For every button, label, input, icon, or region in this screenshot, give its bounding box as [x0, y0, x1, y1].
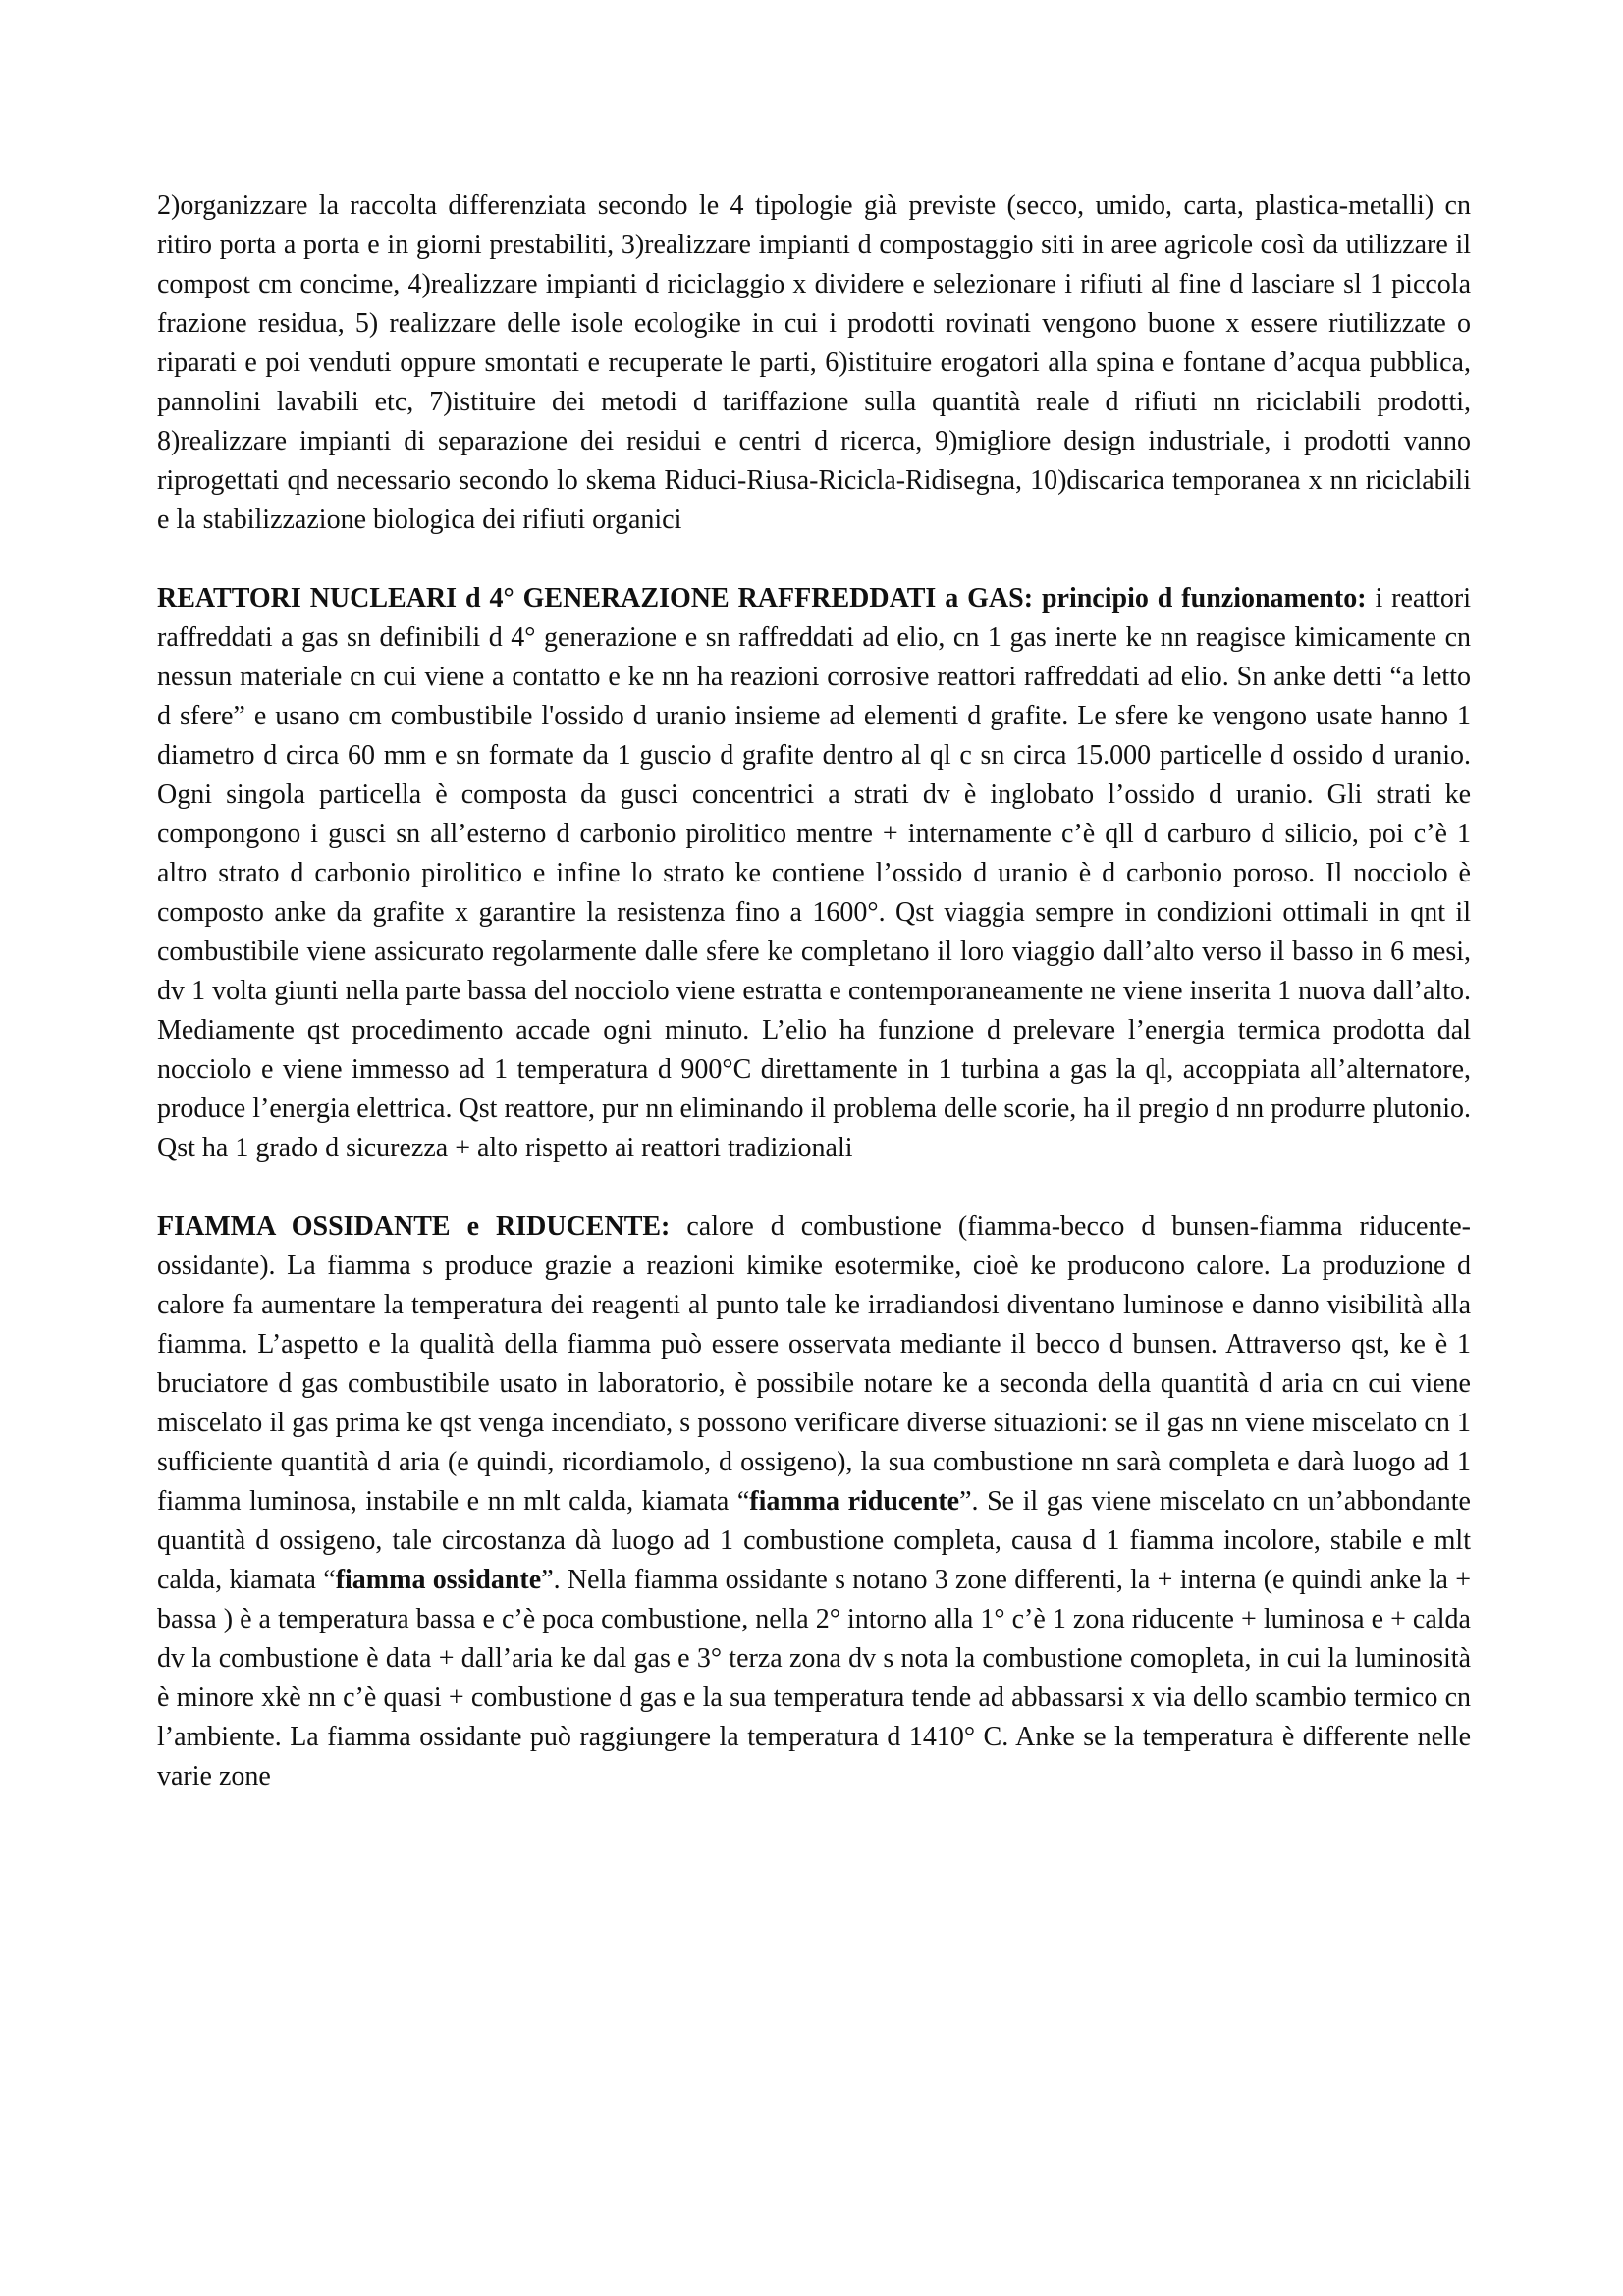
section-heading-reactors: REATTORI NUCLEARI d 4° GENERAZIONE RAFFREDDATI a GAS: principio d funzionamento: — [157, 583, 1367, 614]
section-heading-flame: FIAMMA OSSIDANTE e RIDUCENTE: — [157, 1211, 671, 1242]
paragraph-waste-management — [157, 187, 1471, 540]
paragraph-flame — [157, 1207, 1471, 1796]
paragraph-nuclear-reactors — [157, 579, 1471, 1168]
paragraph-spacer — [157, 540, 1471, 579]
document-page — [157, 187, 1471, 1796]
term-oxidizing-flame: fiamma ossidante — [335, 1565, 542, 1595]
paragraph-text: ”. Se il gas viene miscelato cn un’abbondante quantità d ossigeno, tale circostanza dà luogo ad 1 combustione completa, causa d 1 fiamma incolore, stabile e mlt calda, kiamata “ — [157, 1486, 1471, 1595]
paragraph-text: 2)organizzare la raccolta differenziata secondo le 4 tipologie già previste (secco, umido, carta, plastica-metalli) cn ritiro porta a porta e in giorni prestabiliti, 3)realizzare impianti d compostaggio siti in aree agricole così da utilizzare il compost cm concime, 4)realizzare impianti d riciclaggio x dividere e selezionare i rifiuti al fine d lasciare sl 1 piccola frazione residua, 5) realizzare delle isole ecologike in cui i prodotti rovinati vengono buone x essere riutilizzate o riparati e poi venduti oppure smontati e recuperate le parti, 6)istituire erogatori alla spina e fontane d’acqua pubblica, pannolini lavabili etc, 7)istituire dei metodi d tariffazione sulla quantità reale d rifiuti nn riciclabili prodotti, 8)realizzare impianti di separazione dei residui e centri d ricerca, 9)migliore design industriale, i prodotti vanno riprogettati qnd necessario secondo lo skema Riduci-Riusa-Ricicla-Ridisegna, 10)discarica temporanea x nn riciclabili e la stabilizzazione biologica dei rifiuti organici — [157, 190, 1471, 535]
paragraph-text: calore d combustione (fiamma-becco d bunsen-fiamma riducente-ossidante). La fiamma s produce grazie a reazioni kimike esotermike, cioè ke producono calore. La produzione d calore fa aumentare la temperatura dei reagenti al punto tale ke irradiandosi diventano luminose e danno visibilità alla fiamma. L’aspetto e la qualità della fiamma può essere osservata mediante il becco d bunsen. Attraverso qst, ke è 1 bruciatore d gas combustibile usato in laboratorio, è possibile notare ke a seconda della quantità d aria cn cui viene miscelato il gas prima ke qst venga incendiato, s possono verificare diverse situazioni: se il gas nn viene miscelato cn 1 sufficiente quantità d aria (e quindi, ricordiamolo, d ossigeno), la sua combustione nn sarà completa e darà luogo ad 1 fiamma luminosa, instabile e nn mlt calda, kiamata “ — [157, 1211, 1471, 1517]
paragraph-text: i reattori raffreddati a gas sn definibili d 4° generazione e sn raffreddati ad elio, cn 1 gas inerte ke nn reagisce kimicamente cn nessun materiale cn cui viene a contatto e ke nn ha reazioni corrosive reattori raffreddati ad elio. Sn anke detti “a letto d sfere” e usano cm combustibile l'ossido d uranio insieme ad elementi d grafite. Le sfere ke vengono usate hanno 1 diametro d circa 60 mm e sn formate da 1 guscio d grafite dentro al ql c sn circa 15.000 particelle d ossido d uranio. Ogni singola particella è composta da gusci concentrici a strati dv è inglobato l’ossido d uranio. Gli strati ke compongono i gusci sn all’esterno d carbonio pirolitico mentre + internamente c’è qll d carburo d silicio, poi c’è 1 altro strato d carbonio pirolitico e infine lo strato ke contiene l’ossido d uranio è d carbonio poroso. Il nocciolo è composto anke da grafite x garantire la resistenza fino a 1600°. Qst viaggia sempre in condizioni ottimali in qnt il combustibile viene assicurato regolarmente dalle sfere ke completano il loro viaggio dall’alto verso il basso in 6 mesi, dv 1 volta giunti nella parte bassa del nocciolo viene estratta e contemporaneamente ne viene inserita 1 nuova dall’alto. Mediamente qst procedimento accade ogni minuto. L’elio ha funzione d prelevare l’energia termica prodotta dal nocciolo e viene immesso ad 1 temperatura d 900°C direttamente in 1 turbina a gas la ql, accoppiata all’alternatore, produce l’energia elettrica. Qst reattore, pur nn eliminando il problema delle scorie, ha il pregio d nn produrre plutonio. Qst ha 1 grado d sicurezza + alto rispetto ai reattori tradizionali — [157, 583, 1471, 1163]
paragraph-spacer — [157, 1168, 1471, 1207]
term-reducing-flame: fiamma riducente — [749, 1486, 960, 1517]
paragraph-text: ”. Nella fiamma ossidante s notano 3 zone differenti, la + interna (e quindi anke la + bassa ) è a temperatura bassa e c’è poca combustione, nella 2° intorno alla 1° c’è 1 zona riducente + luminosa e + calda dv la combustione è data + dall’aria ke dal gas e 3° terza zona dv s nota la combustione comopleta, in cui la luminosità è minore xkè nn c’è quasi + combustione d gas e la sua temperatura tende ad abbassarsi x via dello scambio termico cn l’ambiente. La fiamma ossidante può raggiungere la temperatura d 1410° C. Anke se la temperatura è differente nelle varie zone — [157, 1565, 1471, 1791]
